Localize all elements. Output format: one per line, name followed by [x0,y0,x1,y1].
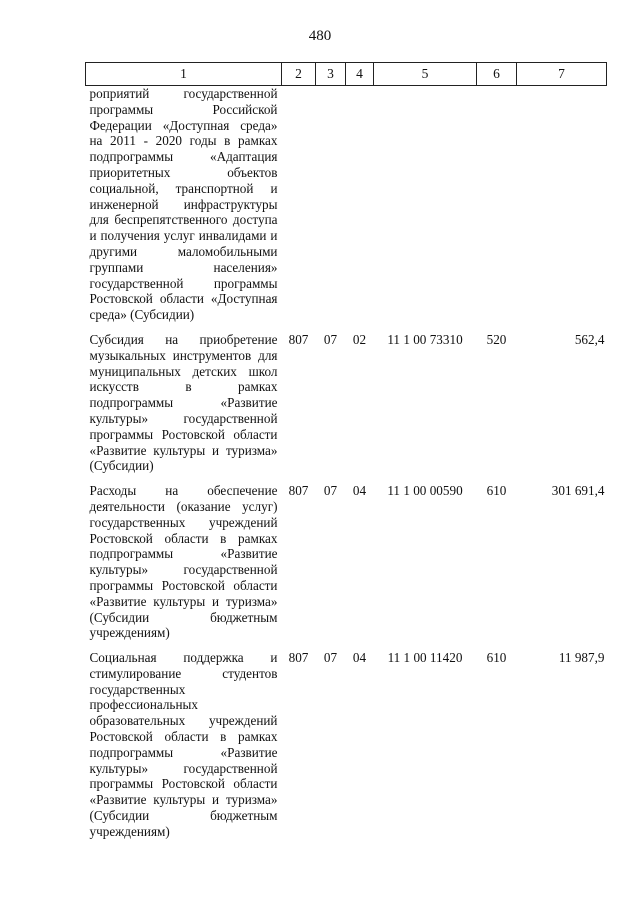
column-header-6: 6 [477,63,517,86]
row-description: Расходы на обеспечение деятельности (оказание услуг) государственных учреждений Ростовской области в рамках подпрограммы «Развитие культуры» государственной программы Ростовской области «Развитие культуры и туризма» (Субсидии бюджетным учреждениям) [89,483,278,641]
column-header-5: 5 [374,63,477,86]
table-header-row [86,63,607,86]
row-amount [517,86,607,323]
row-description: Социальная поддержка и стимулирование студентов государственных профессиональных образовательных учреждений Ростовской области в рамках подпрограммы «Развитие культуры» государственной программы Ростовской области «Развитие культуры и туризма» (Субсидии бюджетным учреждениям) [89,650,278,839]
row-section [316,86,346,323]
row-section: 07 [323,331,338,347]
budget-table [85,62,607,840]
column-header-7: 7 [517,63,607,86]
row-amount: 562,4 [574,331,605,347]
table-row [86,641,607,840]
row-subsection: 04 [352,483,367,499]
row-section: 07 [323,483,338,499]
column-header-3: 3 [316,63,346,86]
row-expense-type: 520 [486,331,507,347]
page-number: 480 [308,28,332,44]
row-expense-type [477,86,517,323]
row-ministry: 807 [288,483,309,499]
row-subsection: 04 [352,650,367,666]
row-description: Субсидия на приобретение музыкальных инструментов для муниципальных детских школ искусств в рамках подпрограммы «Развитие культуры» государственной программы Ростовской области «Развитие культуры и туризма» (Субсидии) [89,331,278,474]
table-row [86,474,607,641]
row-target [374,86,477,323]
row-target: 11 1 00 11420 [387,650,463,666]
row-subsection: 02 [352,331,367,347]
table-row [86,323,607,474]
table-row [86,86,607,323]
row-amount: 11 987,9 [558,650,605,666]
row-section: 07 [323,650,338,666]
row-target: 11 1 00 00590 [387,483,463,499]
column-header-4: 4 [346,63,374,86]
column-header-1: 1 [86,63,282,86]
row-target: 11 1 00 73310 [387,331,463,347]
row-description: роприятий государственной программы Российской Федерации «Доступная среда» на 2011 - 2020 годы в рамках подпрограммы «Адаптация приоритетных объектов социальной, транспортной и инженерной инфраструктуры для беспрепятственного доступа и получения услуг инвалидами и другими маломобильными группами населения» государственной программы Ростовской области «Доступная среда» (Субсидии) [89,86,278,323]
row-ministry: 807 [288,331,309,347]
row-amount: 301 691,4 [551,483,605,499]
row-ministry [282,86,316,323]
row-subsection [346,86,374,323]
row-expense-type: 610 [486,650,507,666]
row-expense-type: 610 [486,483,507,499]
row-ministry: 807 [288,650,309,666]
column-header-2: 2 [282,63,316,86]
